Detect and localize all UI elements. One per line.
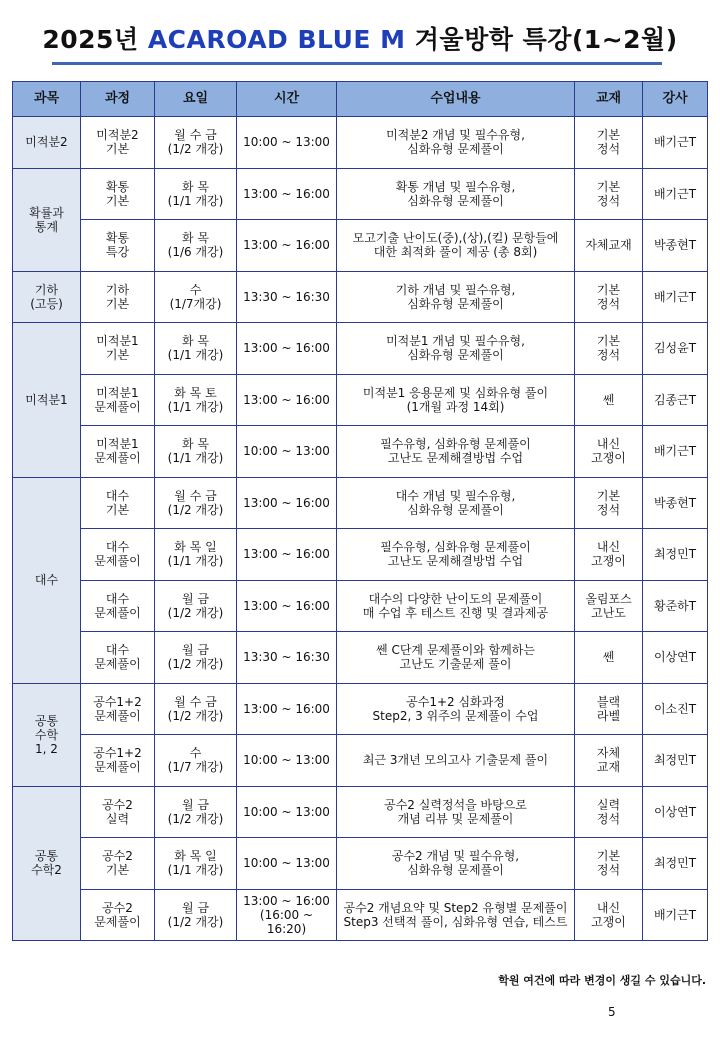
content-cell: 대수 개념 및 필수유형, 심화유형 문제풀이 xyxy=(337,477,575,529)
header-time: 시간 xyxy=(237,82,337,117)
teacher-cell: 최정민T xyxy=(643,838,708,890)
schedule-body xyxy=(13,117,708,941)
header-row xyxy=(13,82,708,117)
header-course: 과정 xyxy=(81,82,155,117)
table-row xyxy=(13,323,708,375)
time-cell: 10:00 ~ 13:00 xyxy=(237,117,337,169)
days-cell: 화 목 (1/1 개강) xyxy=(155,426,237,478)
time-cell: 13:00 ~ 16:00 xyxy=(237,220,337,272)
course-cell: 공수1+2 문제풀이 xyxy=(81,683,155,735)
teacher-cell: 이상연T xyxy=(643,632,708,684)
content-cell: 공수1+2 심화과정 Step2, 3 위주의 문제풀이 수업 xyxy=(337,683,575,735)
course-cell: 공수2 실력 xyxy=(81,786,155,838)
time-cell: 13:00 ~ 16:00 xyxy=(237,168,337,220)
content-cell: 미적분2 개념 및 필수유형, 심화유형 문제풀이 xyxy=(337,117,575,169)
teacher-cell: 김성윤T xyxy=(643,323,708,375)
book-cell: 기본 정석 xyxy=(575,117,643,169)
content-cell: 공수2 실력정석을 바탕으로 개념 리뷰 및 문제풀이 xyxy=(337,786,575,838)
subject-cell: 확률과 통계 xyxy=(13,168,81,271)
subject-cell: 공통 수학2 xyxy=(13,786,81,941)
time-cell: 13:00 ~ 16:00 xyxy=(237,580,337,632)
course-cell: 확통 특강 xyxy=(81,220,155,272)
table-row xyxy=(13,632,708,684)
teacher-cell: 배기근T xyxy=(643,168,708,220)
table-row xyxy=(13,374,708,426)
table-row xyxy=(13,168,708,220)
days-cell: 화 목 (1/6 개강) xyxy=(155,220,237,272)
days-cell: 화 목 일 (1/1 개강) xyxy=(155,529,237,581)
subject-cell: 미적분1 xyxy=(13,323,81,478)
table-row xyxy=(13,889,708,941)
course-cell: 기하 기본 xyxy=(81,271,155,323)
book-cell: 기본 정석 xyxy=(575,168,643,220)
course-cell: 미적분2 기본 xyxy=(81,117,155,169)
time-cell: 13:00 ~ 16:00 xyxy=(237,529,337,581)
page-number: 5 xyxy=(608,1005,616,1019)
time-cell: 13:00 ~ 16:00 (16:00 ~ 16:20) xyxy=(237,889,337,941)
book-cell: 자체교재 xyxy=(575,220,643,272)
course-cell: 대수 문제풀이 xyxy=(81,529,155,581)
time-cell: 10:00 ~ 13:00 xyxy=(237,735,337,787)
footnote: 학원 여건에 따라 변경이 생길 수 있습니다. xyxy=(498,974,706,987)
content-cell: 확통 개념 및 필수유형, 심화유형 문제풀이 xyxy=(337,168,575,220)
book-cell: 내신 고쟁이 xyxy=(575,889,643,941)
book-cell: 쎈 xyxy=(575,374,643,426)
course-cell: 공수2 기본 xyxy=(81,838,155,890)
course-cell: 미적분1 기본 xyxy=(81,323,155,375)
table-row xyxy=(13,580,708,632)
book-cell: 자체 교재 xyxy=(575,735,643,787)
teacher-cell: 김종근T xyxy=(643,374,708,426)
time-cell: 13:00 ~ 16:00 xyxy=(237,477,337,529)
title-underline xyxy=(52,62,662,65)
content-cell: 모고기출 난이도(중),(상),(킬) 문항들에 대한 최적화 풀이 제공 (총 8회) xyxy=(337,220,575,272)
content-cell: 필수유형, 심화유형 문제풀이 고난도 문제해결방법 수업 xyxy=(337,529,575,581)
course-cell: 대수 기본 xyxy=(81,477,155,529)
table-row xyxy=(13,786,708,838)
book-cell: 실력 정석 xyxy=(575,786,643,838)
page-title xyxy=(0,20,720,56)
table-row xyxy=(13,477,708,529)
course-cell: 대수 문제풀이 xyxy=(81,580,155,632)
subject-cell: 기하 (고등) xyxy=(13,271,81,323)
days-cell: 월 수 금 (1/2 개강) xyxy=(155,683,237,735)
table-row xyxy=(13,117,708,169)
content-cell: 최근 3개년 모의고사 기출문제 풀이 xyxy=(337,735,575,787)
content-cell: 공수2 개념 및 필수유형, 심화유형 문제풀이 xyxy=(337,838,575,890)
teacher-cell: 배기근T xyxy=(643,889,708,941)
days-cell: 화 목 (1/1 개강) xyxy=(155,323,237,375)
content-cell: 공수2 개념요약 및 Step2 유형별 문제풀이 Step3 선택적 풀이, 심화유형 연습, 테스트 xyxy=(337,889,575,941)
teacher-cell: 배기근T xyxy=(643,117,708,169)
book-cell: 기본 정석 xyxy=(575,477,643,529)
table-row xyxy=(13,529,708,581)
days-cell: 화 목 일 (1/1 개강) xyxy=(155,838,237,890)
content-cell: 미적분1 개념 및 필수유형, 심화유형 문제풀이 xyxy=(337,323,575,375)
table-row xyxy=(13,683,708,735)
book-cell: 내신 고쟁이 xyxy=(575,426,643,478)
content-cell: 기하 개념 및 필수유형, 심화유형 문제풀이 xyxy=(337,271,575,323)
title-brand: ACAROAD BLUE M xyxy=(147,25,406,54)
header-content: 수업내용 xyxy=(337,82,575,117)
subject-cell: 미적분2 xyxy=(13,117,81,169)
book-cell: 블랙 라벨 xyxy=(575,683,643,735)
header-days: 요일 xyxy=(155,82,237,117)
time-cell: 10:00 ~ 13:00 xyxy=(237,786,337,838)
days-cell: 수 (1/7 개강) xyxy=(155,735,237,787)
teacher-cell: 배기근T xyxy=(643,271,708,323)
book-cell: 기본 정석 xyxy=(575,323,643,375)
days-cell: 월 금 (1/2 개강) xyxy=(155,889,237,941)
teacher-cell: 배기근T xyxy=(643,426,708,478)
time-cell: 13:00 ~ 16:00 xyxy=(237,683,337,735)
course-cell: 미적분1 문제풀이 xyxy=(81,426,155,478)
time-cell: 13:30 ~ 16:30 xyxy=(237,271,337,323)
teacher-cell: 박종현T xyxy=(643,220,708,272)
book-cell: 기본 정석 xyxy=(575,838,643,890)
time-cell: 13:00 ~ 16:00 xyxy=(237,374,337,426)
teacher-cell: 이소진T xyxy=(643,683,708,735)
teacher-cell: 최정민T xyxy=(643,735,708,787)
table-row xyxy=(13,220,708,272)
table-row xyxy=(13,838,708,890)
time-cell: 13:00 ~ 16:00 xyxy=(237,323,337,375)
table-row xyxy=(13,735,708,787)
time-cell: 10:00 ~ 13:00 xyxy=(237,426,337,478)
course-cell: 미적분1 문제풀이 xyxy=(81,374,155,426)
content-cell: 미적분1 응용문제 및 심화유형 풀이 (1개월 과정 14회) xyxy=(337,374,575,426)
subject-cell: 공통 수학 1, 2 xyxy=(13,683,81,786)
teacher-cell: 이상연T xyxy=(643,786,708,838)
schedule-table xyxy=(12,81,708,941)
content-cell: 대수의 다양한 난이도의 문제풀이 매 수업 후 테스트 진행 및 결과제공 xyxy=(337,580,575,632)
content-cell: 필수유형, 심화유형 문제풀이 고난도 문제해결방법 수업 xyxy=(337,426,575,478)
days-cell: 월 금 (1/2 개강) xyxy=(155,786,237,838)
days-cell: 월 수 금 (1/2 개강) xyxy=(155,477,237,529)
table-row xyxy=(13,426,708,478)
teacher-cell: 박종현T xyxy=(643,477,708,529)
course-cell: 대수 문제풀이 xyxy=(81,632,155,684)
course-cell: 공수1+2 문제풀이 xyxy=(81,735,155,787)
days-cell: 화 목 토 (1/1 개강) xyxy=(155,374,237,426)
time-cell: 13:30 ~ 16:30 xyxy=(237,632,337,684)
book-cell: 올림포스 고난도 xyxy=(575,580,643,632)
teacher-cell: 황준하T xyxy=(643,580,708,632)
title-rest: 겨울방학 특강(1~2월) xyxy=(414,25,678,54)
time-cell: 10:00 ~ 13:00 xyxy=(237,838,337,890)
book-cell: 내신 고쟁이 xyxy=(575,529,643,581)
title-year: 2025년 xyxy=(42,25,139,54)
course-cell: 공수2 문제풀이 xyxy=(81,889,155,941)
header-teacher: 강사 xyxy=(643,82,708,117)
days-cell: 월 금 (1/2 개강) xyxy=(155,632,237,684)
header-book: 교재 xyxy=(575,82,643,117)
days-cell: 화 목 (1/1 개강) xyxy=(155,168,237,220)
days-cell: 월 금 (1/2 개강) xyxy=(155,580,237,632)
course-cell: 확통 기본 xyxy=(81,168,155,220)
teacher-cell: 최정민T xyxy=(643,529,708,581)
table-row xyxy=(13,271,708,323)
subject-cell: 대수 xyxy=(13,477,81,683)
header-subject: 과목 xyxy=(13,82,81,117)
days-cell: 수 (1/7개강) xyxy=(155,271,237,323)
days-cell: 월 수 금 (1/2 개강) xyxy=(155,117,237,169)
book-cell: 쎈 xyxy=(575,632,643,684)
book-cell: 기본 정석 xyxy=(575,271,643,323)
content-cell: 쎈 C단계 문제풀이와 함께하는 고난도 기출문제 풀이 xyxy=(337,632,575,684)
